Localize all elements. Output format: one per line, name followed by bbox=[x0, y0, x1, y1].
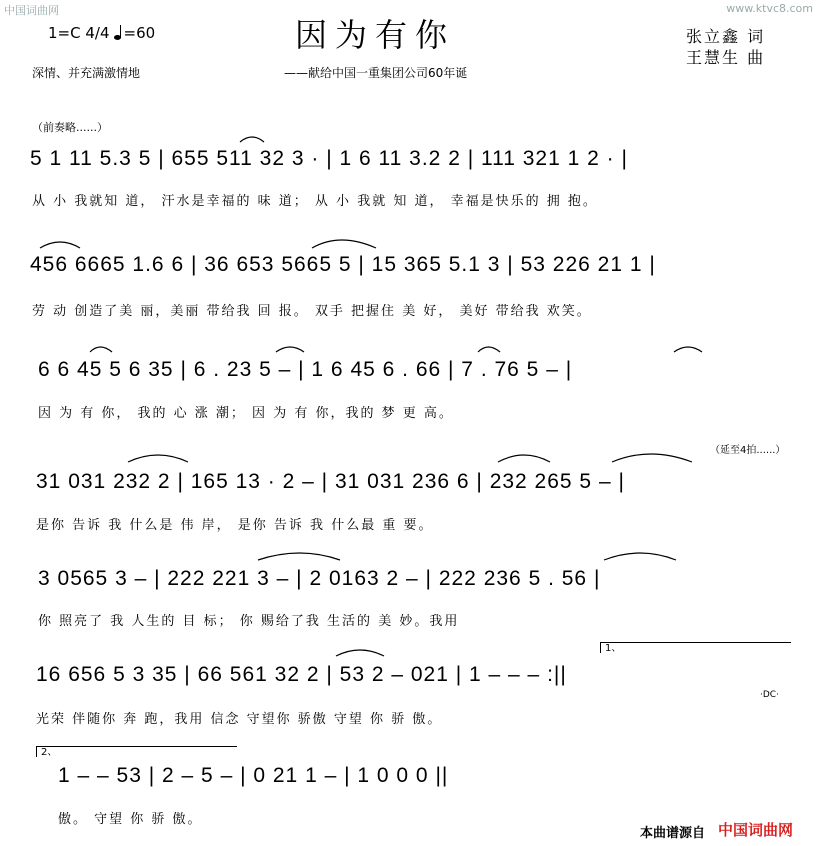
key-and-tempo bbox=[48, 24, 155, 42]
credits bbox=[686, 26, 765, 68]
first-ending-bracket bbox=[600, 642, 791, 653]
score-line-5-lyrics: 你 照亮了 我 人生的 目 标； 你 赐给了我 生活的 美 妙。我用 bbox=[38, 614, 460, 629]
quarter-note-icon bbox=[114, 27, 123, 40]
song-title: 因为有你 bbox=[295, 16, 456, 54]
score-line-3-notes: 6 6 45 5 6 35 | 6 . 23 5 – | 1 6 45 6 . 66 | 7 . 76 5 – | bbox=[38, 358, 573, 381]
expression-marking: 深情、并充满激情地 bbox=[32, 66, 141, 80]
song-subtitle: ——献给中国一重集团公司60年诞 bbox=[284, 66, 468, 80]
score-line-4-lyrics: 是你 告诉 我 什么是 伟 岸， 是你 告诉 我 什么最 重 要。 bbox=[36, 518, 434, 533]
lyricist: 张立鑫 词 bbox=[686, 27, 766, 46]
watermark-right: www.ktvc8.com bbox=[726, 2, 813, 15]
prelude-note: （前奏略......） bbox=[32, 121, 108, 134]
key-signature: 1=C 4/4 bbox=[48, 24, 110, 42]
first-ending-label: 1、 bbox=[605, 643, 622, 654]
score-line-6-lyrics: 光荣 伴随你 奔 跑，我用 信念 守望你 骄傲 守望 你 骄 傲。 bbox=[36, 712, 443, 727]
score-line-2-notes: 456 6665 1.6 6 | 36 653 5665 5 | 15 365 5.1 3 | 53 226 21 1 | bbox=[30, 253, 656, 276]
score-line-2-lyrics: 劳 动 创造了美 丽，美丽 带给我 回 报。 双手 把握住 美 好， 美好 带给我 欢笑。 bbox=[32, 304, 592, 319]
score-line-1-notes: 5 1 11 5.3 5 | 655 511 32 3 · | 1 6 11 3.2 2 | 111 321 1 2 · | bbox=[30, 147, 628, 170]
score-line-3-lyrics: 因 为 有 你， 我的 心 涨 潮； 因 为 有 你，我的 梦 更 高。 bbox=[38, 406, 454, 421]
source-site: 中国词曲网 bbox=[718, 821, 794, 839]
score-line-7-lyrics: 傲。 守望 你 骄 傲。 bbox=[58, 812, 203, 827]
score-line-5-notes: 3 0565 3 – | 222 221 3 – | 2 0163 2 – | 222 236 5 . 56 | bbox=[38, 567, 601, 590]
composer: 王慧生 曲 bbox=[686, 48, 766, 67]
source-label: 本曲谱源自 bbox=[640, 826, 706, 841]
second-ending-bracket bbox=[36, 746, 237, 757]
score-line-7-notes: 1 – – 53 | 2 – 5 – | 0 21 1 – | 1 0 0 0 || bbox=[58, 764, 449, 787]
score-line-1-lyrics: 从 小 我就知 道， 汗水是幸福的 味 道； 从 小 我就 知 道， 幸福是快乐的 拥 抱。 bbox=[32, 194, 598, 209]
da-capo-marking: ·DC· bbox=[760, 690, 779, 700]
score-line-6-notes: 16 656 5 3 35 | 66 561 32 2 | 53 2 – 021 | 1 – – – :|| bbox=[36, 663, 567, 686]
watermark-left: 中国词曲网 bbox=[4, 4, 59, 17]
tempo: =60 bbox=[123, 24, 156, 42]
score-line-4-notes: 31 031 232 2 | 165 13 · 2 – | 31 031 236 6 | 232 265 5 – | bbox=[36, 470, 625, 493]
second-ending-label: 2、 bbox=[41, 747, 58, 758]
fermata-duration-note: （延至4拍......） bbox=[710, 445, 786, 456]
